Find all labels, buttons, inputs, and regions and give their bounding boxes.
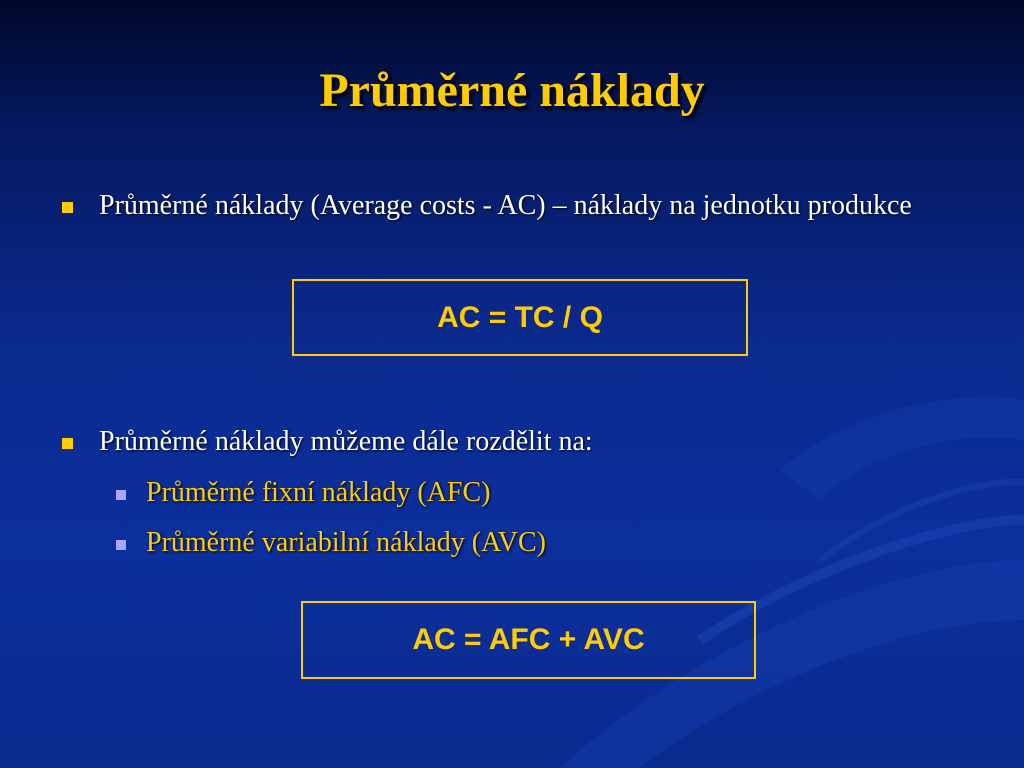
sub-bullet-text: Průměrné variabilní náklady (AVC): [146, 527, 546, 558]
sub-bullet-square-icon: [116, 490, 126, 500]
sub-bullet-item: [116, 473, 976, 513]
sub-bullet-item: [116, 523, 976, 563]
sub-bullet-square-icon: [116, 540, 126, 550]
bullet-item: [62, 186, 982, 226]
formula-box: AC = AFC + AVC: [301, 601, 756, 679]
bullet-text: Průměrné náklady můžeme dále rozdělit na:: [99, 426, 593, 457]
slide-title: Průměrné náklady: [319, 64, 705, 117]
bullet-item: [62, 422, 982, 462]
bullet-square-icon: [62, 438, 73, 449]
bullet-text: Průměrné náklady (Average costs - AC) – náklady na jednotku produkce: [99, 190, 912, 221]
bullet-square-icon: [62, 202, 73, 213]
sub-bullet-text: Průměrné fixní náklady (AFC): [146, 477, 491, 508]
formula-box: AC = TC / Q: [292, 279, 748, 356]
